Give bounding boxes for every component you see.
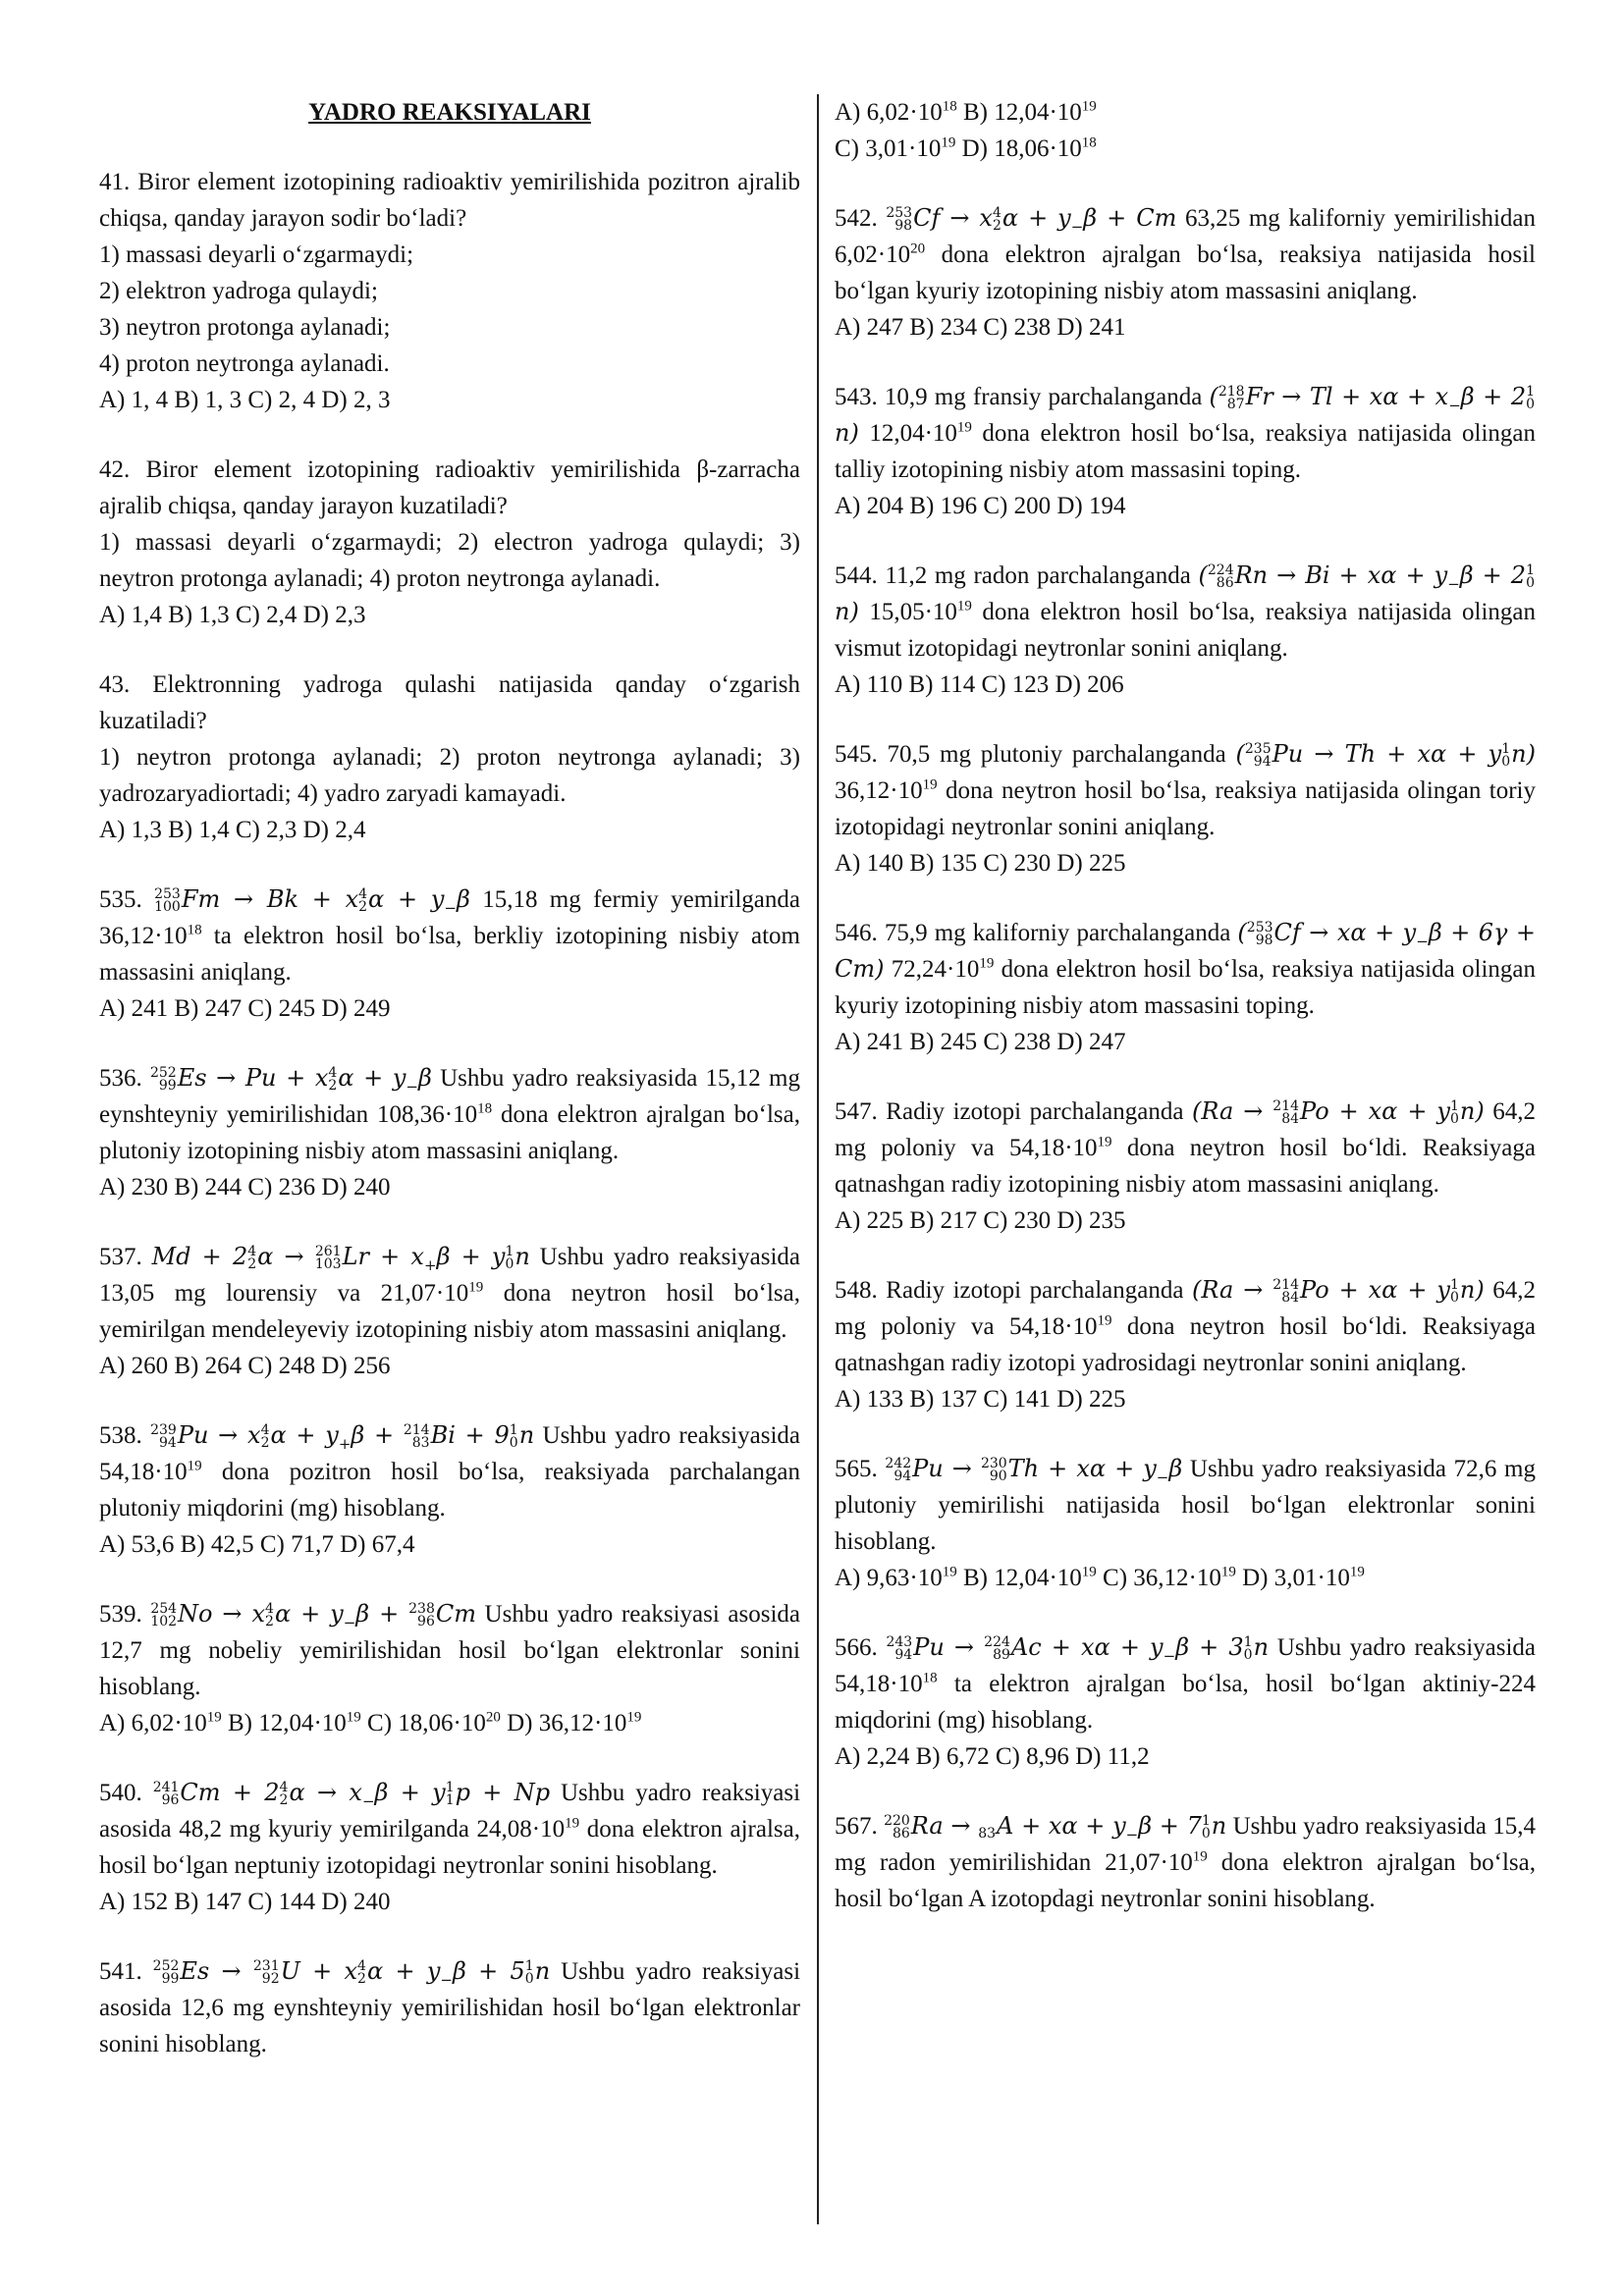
reaction-equation: 239 94 Pu → x 4 2 $\alpha + y_+\beta$ + 214 83 Bi + 9 1 0 n — [150, 1421, 535, 1453]
column-divider — [817, 94, 819, 2224]
problem-541-answers — [835, 94, 1536, 167]
problem-text: 566. 243 94 Pu → 224 89 $Ac + x\alpha + y_-\beta + 3$ 1 0 n Ushbu yadro reaksiyasida $54,18\cdot 10^{18}$ ta elektron ajralgan bo‘lsa, hosil bo‘lgan aktiniy-224 miqdorini (mg) hisoblang. — [835, 1633, 1537, 1734]
answer-choices: A) 2,24 B) 6,72 C) 8,96 D) 11,2 — [835, 1743, 1150, 1770]
problem-text: 565. 242 94 Pu → 230 90 $Th + x\alpha + y_-\beta$ Ushbu yadro reaksiyasida 72,6 mg plutoniy yemirilishi natijasida hosil bo‘lgan elektronlar sonini hisoblang. — [835, 1455, 1536, 1555]
answer-choices: A) 152 B) 147 C) 144 D) 240 — [99, 1889, 391, 1915]
problem-number: 566. — [835, 1634, 878, 1661]
answer-choices: A) 1,3 B) 1,4 C) 2,3 D) 2,4 — [99, 817, 366, 843]
reaction-equation: 220 86 Ra → 83 $A + x\alpha + y_-\beta + 7$ 1 0 n — [884, 1812, 1227, 1843]
problem-536 — [99, 1060, 800, 1205]
answer-choices: A) $9,63\cdot 10^{19}$ B) $12,04\cdot 10^{19}$ C) $36,12\cdot 10^{19}$ D) $3,01\cdot 10^{19}$ — [835, 1564, 1365, 1591]
reaction-equation: 241 96 Cm + 2 4 2 $\alpha \to x_-\beta + y$ 1 1 p + Np — [152, 1779, 551, 1810]
answer-choices: A) 241 B) 245 C) 238 D) 247 — [835, 1029, 1126, 1055]
problem-text: 543. 10,9 mg fransiy parchalanganda ( 218 87 $Fr \to Tl + x\alpha + x_-\beta + 2$ 1 0 n) $12,04\cdot 10^{19}$ dona elektron hosil bo‘lsa, reaksiya natijasida olingan talliy izotopining nisbiy atom massasini toping. — [835, 383, 1536, 483]
reaction-equation: 252 99 Es → 231 92 U + x 4 2 $\alpha + y_-\beta + 5$ 1 0 n — [152, 1957, 551, 1989]
option-2: 2) elektron yadroga qulaydi; — [99, 278, 378, 304]
problem-547 — [835, 1094, 1536, 1239]
problem-text: 41. Biror element izotopining radioaktiv yemirilishida pozitron ajralib chiqsa, qanday jarayon sodir bo‘ladi? — [99, 169, 800, 232]
left-column — [99, 94, 800, 2096]
problem-542 — [835, 200, 1536, 346]
problem-42 — [99, 452, 800, 633]
reaction-equation: Md + 2 4 2 α → 261 103 $Lr + x_+\beta + y$ 1 0 n — [151, 1243, 530, 1274]
options: 1) neytron protonga aylanadi; 2) proton neytronga aylanadi; 3) yadrozaryadiortadi; 4) yadro zaryadi kamayadi. — [99, 744, 800, 807]
problem-539 — [99, 1596, 800, 1741]
problem-number: 542. — [835, 205, 878, 232]
problem-text: 42. Biror element izotopining radioaktiv yemirilishida β-zarracha ajralib chiqsa, qanday jarayon kuzatiladi? — [99, 456, 800, 519]
problem-text: 536. 252 99 Es → Pu + x 4 2 $\alpha + y_-\beta$ Ushbu yadro reaksiyasida 15,12 mg eynshteyniy yemirilishidan $108,36\cdot 10^{18}$ dona elektron ajralgan bo‘lsa, plutoniy izotopining nisbiy atom massasini aniqlang. — [99, 1064, 801, 1164]
problem-541 — [99, 1953, 800, 2062]
problem-text: 537. Md + 2 4 2 α → 261 103 $Lr + x_+\beta + y$ 1 0 n Ushbu yadro reaksiyasida 13,05 mg lourensiy va $21,07\cdot 10^{19}$ dona neytron hosil bo‘lsa, yemirilgan mendeleyeviy izotopining nisbiy atom massasini aniqlang. — [99, 1243, 801, 1343]
problem-544 — [835, 558, 1536, 703]
problem-537 — [99, 1239, 800, 1384]
problem-number: 539. — [99, 1601, 142, 1628]
problem-43 — [99, 667, 800, 848]
answer-choices: A) 140 B) 135 C) 230 D) 225 — [835, 850, 1126, 877]
answer-choices: A) 133 B) 137 C) 141 D) 225 — [835, 1386, 1126, 1413]
answer-choices: A) 225 B) 217 C) 230 D) 235 — [835, 1207, 1126, 1234]
problem-text: 541. 252 99 Es → 231 92 U + x 4 2 $\alpha + y_-\beta + 5$ 1 0 n Ushbu yadro reaksiyasi asosida 12,6 mg eynshteyniy yemirilishidan hosil bo‘lgan elektronlar sonini hisoblang. — [99, 1957, 801, 2057]
problem-535 — [99, 881, 800, 1027]
problem-text: 43. Elektronning yadroga qulashi natijasida qanday o‘zgarish kuzatiladi? — [99, 671, 800, 734]
problem-text: 547. Radiy izotopi parchalanganda (Ra → 214 84 Po + xα + y 1 0 n) 64,2 mg poloniy va $54,18\cdot 10^{19}$ dona neytron hosil bo‘ldi. Reaksiyaga qatnashgan radiy izotopining nisbiy atom massasini aniqlang. — [835, 1097, 1536, 1198]
problem-538 — [99, 1417, 800, 1563]
problem-546 — [835, 915, 1536, 1060]
answer-choices: A) 110 B) 114 C) 123 D) 206 — [835, 671, 1124, 698]
reaction-equation: 252 99 Es → Pu + x 4 2 $\alpha + y_-\beta$ — [149, 1064, 432, 1095]
reaction-equation: (Ra → 214 84 Po + xα + y 1 0 n) — [1192, 1097, 1485, 1127]
reaction-equation: 243 94 Pu → 224 89 $Ac + x\alpha + y_-\beta + 3$ 1 0 n — [886, 1633, 1270, 1665]
options: 1) massasi deyarli o‘zgarmaydi; 2) electron yadroga qulaydi; 3) neytron protonga aylanadi; 4) proton neytronga aylanadi. — [99, 529, 800, 592]
problem-number: 538. — [99, 1422, 142, 1449]
problem-566 — [835, 1629, 1536, 1775]
option-1: 1) massasi deyarli o‘zgarmaydi; — [99, 241, 414, 268]
problem-text: 544. 11,2 mg radon parchalanganda ( 224 86 $Rn \to Bi + x\alpha + y_-\beta + 2$ 1 0 n) $15,05\cdot 10^{19}$ dona elektron hosil bo‘lsa, reaksiya natijasida olingan vismut izotopidagi neytronlar sonini aniqlang. — [835, 561, 1536, 662]
problem-548 — [835, 1272, 1536, 1417]
reaction-equation: ( 235 94 Pu → Th + xα + y 1 0 n) — [1235, 740, 1536, 770]
answer-choices: A) 1,4 B) 1,3 C) 2,4 D) 2,3 — [99, 602, 366, 628]
answer-choices: C) $3,01\cdot 10^{19}$ D) $18,06\cdot 10^{18}$ — [835, 134, 1097, 162]
answer-choices: A) 241 B) 247 C) 245 D) 249 — [99, 995, 391, 1022]
problem-text: 546. 75,9 mg kaliforniy parchalanganda ( 253 98 $Cf \to x\alpha + y_-\beta + 6\gamma + Cm$) $72,24\cdot 10^{19}$ dona elektron hosil bo‘lsa, reaksiya natijasida olingan kyuriy izotopining nisbiy atom massasini toping. — [835, 919, 1536, 1019]
problem-text: 535. 253 100 Fm → Bk + x 4 2 $\alpha + y_-\beta$ 15,18 mg fermiy yemirilganda $36,12\cdot 10^{18}$ ta elektron hosil bo‘lsa, berkliy izotopining nisbiy atom massasini aniqlang. — [99, 885, 800, 986]
answer-choices: A) 1, 4 B) 1, 3 C) 2, 4 D) 2, 3 — [99, 387, 391, 413]
reaction-equation: ( 253 98 $Cf \to x\alpha + y_-\beta + 6\gamma + Cm$) — [835, 919, 1536, 983]
reaction-equation: (Ra → 214 84 Po + xα + y 1 0 n) — [1192, 1276, 1485, 1306]
problem-545 — [835, 736, 1536, 881]
problem-text: 567. 220 86 Ra → 83 $A + x\alpha + y_-\beta + 7$ 1 0 n Ushbu yadro reaksiyasida 15,4 mg radon yemirilishidan $21,07\cdot 10^{19}$ dona elektron ajralgan bo‘lsa, hosil bo‘lgan A izotopdagi neytronlar sonini hisoblang. — [835, 1812, 1537, 1912]
reaction-equation: 242 94 Pu → 230 90 $Th + x\alpha + y_-\beta$ — [885, 1455, 1183, 1486]
problem-text: 538. 239 94 Pu → x 4 2 $\alpha + y_+\beta$ + 214 83 Bi + 9 1 0 n Ushbu yadro reaksiyasida $54,18\cdot 10^{19}$ dona pozitron hosil bo‘lsa, reaksiyada parchalangan plutoniy miqdorini (mg) hisoblang. — [99, 1421, 800, 1522]
problem-540 — [99, 1775, 800, 1920]
problem-text: 540. 241 96 Cm + 2 4 2 $\alpha \to x_-\beta + y$ 1 1 p + Np Ushbu yadro reaksiyasi asosida 48,2 mg kyuriy yemirilganda $24,08\cdot 10^{19}$ dona elektron ajralsa, hosil bo‘lgan neptuniy izotopidagi neytronlar sonini hisoblang. — [99, 1779, 801, 1879]
problem-number: 567. — [835, 1813, 878, 1840]
problem-543 — [835, 379, 1536, 524]
reaction-equation: 253 100 Fm → Bk + x 4 2 $\alpha + y_-\beta$ — [154, 885, 470, 917]
option-3: 3) neytron protonga aylanadi; — [99, 314, 391, 341]
problem-number: 540. — [99, 1780, 142, 1806]
option-4: 4) proton neytronga aylanadi. — [99, 350, 390, 377]
answer-choices: A) 230 B) 244 C) 236 D) 240 — [99, 1174, 391, 1201]
reaction-equation: 253 98 Cf → x 4 2 $\alpha + y_-\beta + Cm$ — [886, 204, 1177, 236]
right-column — [835, 94, 1536, 1950]
problem-number: 537. — [99, 1244, 142, 1270]
problem-number: 535. — [99, 886, 142, 913]
problem-text: 545. 70,5 mg plutoniy parchalanganda ( 235 94 Pu → Th + xα + y 1 0 n) $36,12\cdot 10^{19}$ dona neytron hosil bo‘lsa, reaksiya natijasida olingan toriy izotopidagi neytronlar sonini aniqlang. — [835, 740, 1536, 840]
problem-41 — [99, 164, 800, 418]
answer-choices: A) $6,02\cdot 10^{18}$ B) $12,04\cdot 10^{19}$ — [835, 98, 1097, 126]
answer-choices: A) 247 B) 234 C) 238 D) 241 — [835, 314, 1126, 341]
problem-text: 548. Radiy izotopi parchalanganda (Ra → 214 84 Po + xα + y 1 0 n) 64,2 mg poloniy va $54,18\cdot 10^{19}$ dona neytron hosil bo‘ldi. Reaksiyaga qatnashgan radiy izotopi yadrosidagi neytronlar sonini aniqlang. — [835, 1276, 1536, 1376]
problem-number: 536. — [99, 1065, 142, 1092]
answer-choices: A) 53,6 B) 42,5 C) 71,7 D) 67,4 — [99, 1531, 415, 1558]
answer-choices: A) 260 B) 264 C) 248 D) 256 — [99, 1353, 391, 1379]
reaction-equation: 254 102 No → x 4 2 $\alpha + y_-\beta$ + 238 96 Cm — [150, 1600, 476, 1631]
problem-text: 539. 254 102 No → x 4 2 $\alpha + y_-\beta$ + 238 96 Cm Ushbu yadro reaksiyasi asosida 12,7 mg nobeliy yemirilishidan hosil bo‘lgan elektronlar sonini hisoblang. — [99, 1600, 800, 1700]
answer-choices: A) $6,02\cdot 10^{19}$ B) $12,04\cdot 10^{19}$ C) $18,06\cdot 10^{20}$ D) $36,12\cdot 10^{19}$ — [99, 1709, 642, 1736]
problem-number: 541. — [99, 1958, 142, 1985]
problem-567 — [835, 1808, 1536, 1917]
page-title: YADRO REAKSIYALARI — [308, 99, 591, 126]
reaction-equation: ( 224 86 $Rn \to Bi + x\alpha + y_-\beta + 2$ 1 0 n) — [835, 561, 1535, 625]
problem-text: 542. 253 98 Cf → x 4 2 $\alpha + y_-\beta + Cm$ 63,25 mg kaliforniy yemirilishidan $6,02\cdot 10^{20}$ dona elektron ajralgan bo‘lsa, reaksiya natijasida hosil bo‘lgan kyuriy izotopining nisbiy atom massasini aniqlang. — [835, 204, 1536, 304]
problem-number: 565. — [835, 1456, 878, 1482]
answer-choices: A) 204 B) 196 C) 200 D) 194 — [835, 493, 1126, 519]
problem-565 — [835, 1451, 1536, 1596]
reaction-equation: ( 218 87 $Fr \to Tl + x\alpha + x_-\beta + 2$ 1 0 n) — [835, 383, 1536, 447]
